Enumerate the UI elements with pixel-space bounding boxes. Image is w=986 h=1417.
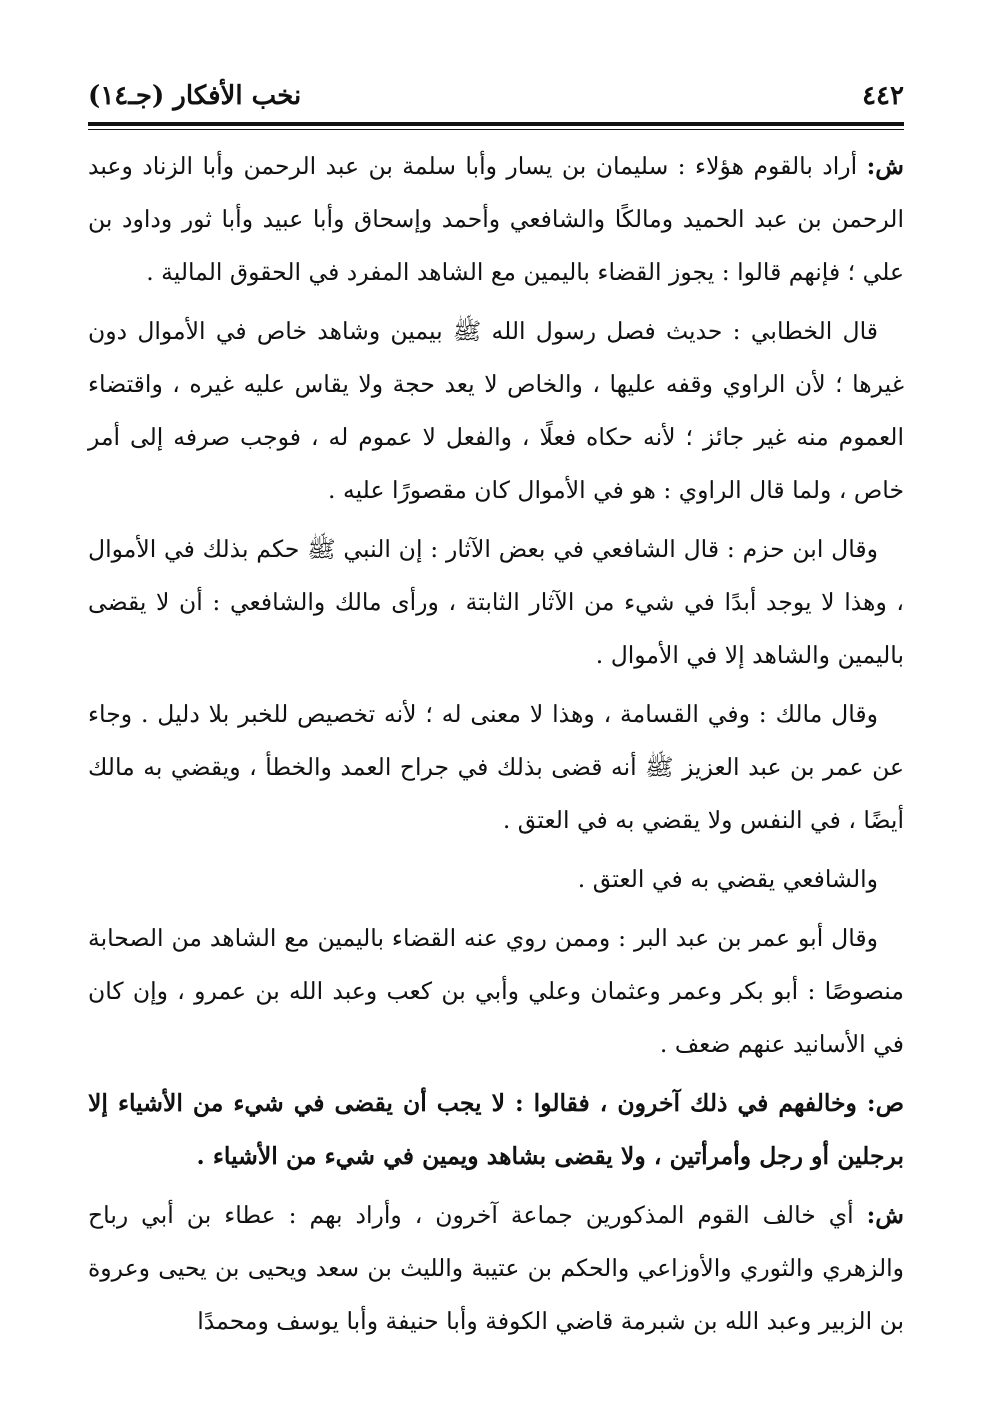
paragraph-text: وقال مالك : وفي القسامة ، وهذا لا معنى له ؛ لأنه تخصيص للخبر بلا دليل . وجاء عن عمر بن عبد العزيز ﷺ أنه قضى بذلك في جراح العمد والخطأ ، ويقضي به مالك أيضًا ، في النفس ولا يقضي به في العتق . <box>88 700 904 834</box>
paragraph-8 <box>88 1189 904 1348</box>
paragraph-4 <box>88 688 904 847</box>
paragraph-lead-sh: ش: <box>866 152 904 180</box>
paragraph-text: وقال أبو عمر بن عبد البر : وممن روي عنه القضاء باليمين مع الشاهد من الصحابة منصوصًا : أبو بكر وعمر وعثمان وعلي وأبي بن كعب وعبد الله بن عمرو ، وإن كان في الأسانيد عنهم ضعف . <box>88 924 904 1058</box>
header-rule-thick <box>88 122 904 126</box>
paragraph-1 <box>88 140 904 299</box>
paragraph-3 <box>88 523 904 682</box>
paragraph-5 <box>88 853 904 906</box>
document-page <box>88 74 904 1354</box>
paragraph-text: قال الخطابي : حديث فصل رسول الله ﷺ بيمين وشاهد خاص في الأموال دون غيرها ؛ لأن الراوي وقفه عليها ، والخاص لا يعد حجة ولا يقاس عليه غيره ، واقتضاء العموم منه غير جائز ؛ لأنه حكاه فعلًا ، والفعل لا عموم له ، فوجب صرفه إلى أمر خاص ، ولما قال الراوي : هو في الأموال كان مقصورًا عليه . <box>88 317 904 504</box>
paragraph-text: والشافعي يقضي به في العتق . <box>577 865 878 893</box>
paragraph-text: وخالفهم في ذلك آخرون ، فقالوا : لا يجب أن يقضى في شيء من الأشياء إلا برجلين أو رجل وأمرأتين ، ولا يقضى بشاهد ويمين في شيء من الأشياء . <box>88 1089 904 1170</box>
page-header <box>88 74 904 118</box>
paragraph-7-matn <box>88 1077 904 1183</box>
paragraph-text: أراد بالقوم هؤلاء : سليمان بن يسار وأبا سلمة بن عبد الرحمن وأبا الزناد وعبد الرحمن بن عبد الحميد ومالكًا والشافعي وأحمد وإسحاق وأبا عبيد وأبا ثور وداود بن علي ؛ فإنهم قالوا : يجوز القضاء باليمين مع الشاهد المفرد في الحقوق المالية . <box>88 152 904 286</box>
paragraph-text: وقال ابن حزم : قال الشافعي في بعض الآثار : إن النبي ﷺ حكم بذلك في الأموال ، وهذا لا يوجد أبدًا في شيء من الآثار الثابتة ، ورأى مالك والشافعي : أن لا يقضى باليمين والشاهد إلا في الأموال . <box>88 535 904 669</box>
paragraph-lead-sh: ش: <box>866 1201 904 1229</box>
page-number: ٤٤٢ <box>862 81 904 111</box>
book-title: نخب الأفكار (جـ١٤) <box>88 81 302 111</box>
header-rule-thin <box>88 129 904 130</box>
paragraph-2 <box>88 305 904 517</box>
paragraph-lead-sad: ص: <box>866 1089 904 1117</box>
paragraph-6 <box>88 912 904 1071</box>
paragraph-text: أي خالف القوم المذكورين جماعة آخرون ، وأراد بهم : عطاء بن أبي رباح والزهري والثوري والأوزاعي والحكم بن عتيبة والليث بن سعد ويحيى بن يحيى وعروة بن الزبير وعبد الله بن شبرمة قاضي الكوفة وأبا حنيفة وأبا يوسف ومحمدًا <box>88 1201 904 1335</box>
